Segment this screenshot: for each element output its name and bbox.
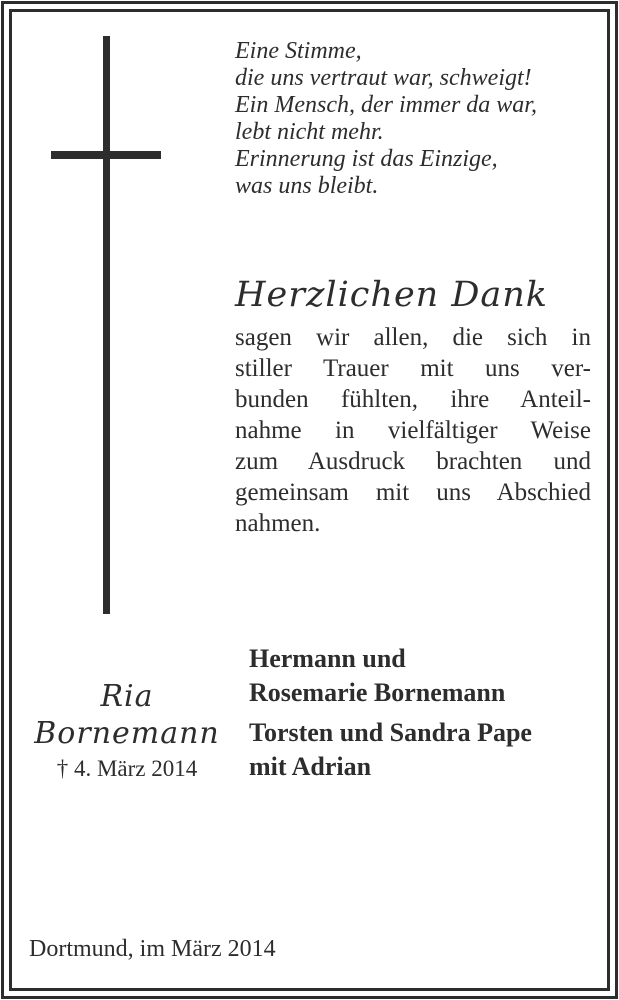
verse-line: Erinnerung ist das Einzige, bbox=[235, 146, 498, 172]
thanks-body-last-line: nahmen. bbox=[235, 510, 321, 537]
thanks-body-line: stiller Trauer mit uns ver- bbox=[235, 355, 591, 382]
mourner-line: Rosemarie Bornemann bbox=[249, 678, 506, 707]
mourners-block bbox=[249, 642, 594, 784]
memorial-verse bbox=[235, 38, 595, 200]
thanks-body-line: sagen wir allen, die sich in bbox=[235, 324, 591, 351]
thanks-body-line: gemeinsam mit uns Abschied bbox=[235, 479, 591, 506]
memorial-cross-vertical-bar bbox=[103, 36, 110, 614]
mourner-line: Torsten und Sandra Pape bbox=[249, 718, 532, 747]
mourners-group-2 bbox=[249, 716, 594, 784]
thanks-body-line: nahme in vielfältiger Weise bbox=[235, 417, 591, 444]
thanks-heading: Herzlichen Dank bbox=[235, 275, 548, 315]
thanks-body-line: zum Ausdruck brachten und bbox=[235, 448, 591, 475]
verse-line: was uns bleibt. bbox=[235, 173, 379, 199]
verse-line: lebt nicht mehr. bbox=[235, 119, 384, 145]
mourners-group-1 bbox=[249, 642, 594, 710]
deceased-last-name: Bornemann bbox=[34, 716, 220, 751]
obituary-outer-frame bbox=[1, 1, 618, 999]
memorial-cross-horizontal-bar bbox=[51, 151, 161, 159]
verse-line: Eine Stimme, bbox=[235, 38, 362, 64]
deceased-first-name: Ria bbox=[100, 679, 154, 714]
verse-line: die uns vertraut war, schweigt! bbox=[235, 65, 532, 91]
place-and-date: Dortmund, im März 2014 bbox=[29, 936, 276, 962]
mourner-line: mit Adrian bbox=[249, 752, 372, 781]
thanks-body-text bbox=[235, 322, 591, 539]
obituary-inner-frame bbox=[9, 9, 610, 991]
verse-line: Ein Mensch, der immer da war, bbox=[235, 92, 537, 118]
deceased-name-block bbox=[18, 678, 236, 784]
deceased-death-date: † 4. März 2014 bbox=[56, 756, 198, 781]
thanks-body-line: bunden fühlten, ihre Anteil- bbox=[235, 386, 591, 413]
mourner-line: Hermann und bbox=[249, 644, 406, 673]
